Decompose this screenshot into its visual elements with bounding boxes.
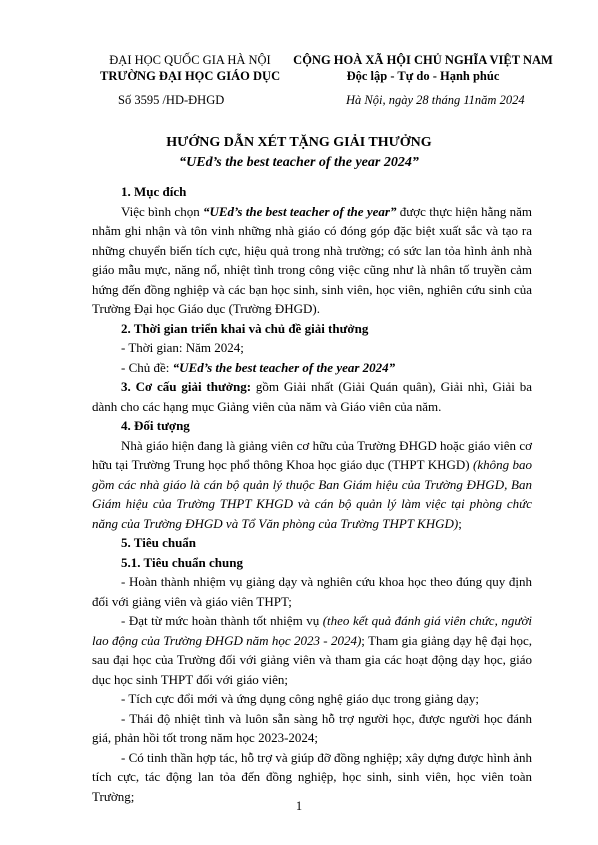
document-number: Số 3595 /HD-ĐHGD [118,93,225,107]
section-1-paragraph [92,202,532,319]
theme-label: - Chủ đề: [121,359,173,375]
criterion-2-text: - Đạt từ mức hoàn thành tốt nhiệm vụ [121,613,323,628]
page-number: 1 [295,799,303,813]
section-1-heading: 1. Mục đích [121,184,187,199]
document-title: HƯỚNG DẪN XÉT TẶNG GIẢI THƯỞNG [166,135,432,150]
award-name-inline: “UEd’s the best teacher of the year” [202,203,397,219]
section-5-1-heading: 5.1. Tiêu chuẩn chung [121,554,243,570]
section-1-text: Việc bình chọn [121,203,203,219]
section-2-heading: 2. Thời gian triển khai và chủ đề giải thưởng [121,320,369,336]
university-name: ĐẠI HỌC QUỐC GIA HÀ NỘI [109,53,271,67]
criterion-2-cont: ; Tham gia giảng dạy hệ đại học, sau đại học của Trường đối với giảng viên và tham gia các hoạt động dạy học, giáo dục học sinh THPT đối với giáo viên; [92,632,532,687]
criterion-1: - Hoàn thành nhiệm vụ giảng dạy và nghiên cứu khoa học theo đúng quy định đối với giảng viên và giáo viên THPT; [92,574,532,609]
section-3-heading: 3. Cơ cấu giải thưởng: [121,379,252,394]
section-5-heading: 5. Tiêu chuẩn [121,535,197,550]
national-header [282,52,564,84]
section-4-exclusions: (không bao gồm các nhà giáo là cán bộ quản lý thuộc Ban Giám hiệu của Trường ĐHGD, Ban Giám hiệu của Trường THPT KHGD và cán bộ quản lý làm việc tại phòng chức năng của Trường ĐHGD và Tổ Văn phòng của Trường THPT KHGD) [92,457,532,531]
document-subtitle: “UEd’s the best teacher of the year 2024” [179,155,419,170]
document-body [92,182,532,806]
section-4-end: ; [458,515,462,531]
school-name: TRƯỜNG ĐẠI HỌC GIÁO DỤC [100,69,281,83]
document-title-block [0,133,598,173]
document-date: Hà Nội, ngày 28 tháng 11năm 2024 [346,93,525,107]
criterion-2-note: (theo kết quả đánh giá viên chức, người lao động của Trường ĐHGD năm học 2023 - 2024) [92,613,532,648]
criterion-3: - Tích cực đổi mới và ứng dụng công nghệ giáo dục trong giảng dạy; [121,691,479,706]
section-2-theme [92,358,532,378]
issuer-block [100,52,280,84]
section-4-heading: 4. Đối tượng [121,418,190,433]
section-3-text: gồm Giải nhất (Giải Quán quân), Giải nhì, Giải ba dành cho các hạng mục Giảng viên của năm và Giáo viên của năm. [92,379,532,414]
section-2-time: - Thời gian: Năm 2024; [121,340,244,355]
section-1-text-cont: được thực hiện hằng năm nhằm ghi nhận và tôn vinh những nhà giáo có đóng góp đặc biệt xuất sắc và tạo ra những chuyển biến tích cực, hiệu quả trong nhà trường; có sức lan tỏa hình ảnh nhà giáo mẫu mực, năng nổ, nhiệt tình trong công việc cũng như là nhân tố truyền cảm hứng đến đồng nghiệp và các bạn học sinh, sinh viên, học viên, nghiên cứu sinh của Trường Đại học Giáo dục (Trường ĐHGD). [92,203,532,316]
theme-value: “UEd’s the best teacher of the year 2024” [172,359,396,375]
criterion-4: - Thái độ nhiệt tình và luôn sẵn sàng hỗ trợ người học, được người học đánh giá, phản hồi tốt trong năm học 2023-2024; [92,710,532,745]
republic-name: CỘNG HOÀ XÃ HỘI CHỦ NGHĨA VIỆT NAM [293,53,553,67]
criterion-2 [92,611,532,689]
criterion-5: - Có tinh thần hợp tác, hỗ trợ và giúp đỡ đồng nghiệp; xây dựng được hình ảnh tích cực, tác động lan tỏa đến đồng nghiệp, học sinh, sinh viên, học viên toàn Trường; [92,749,532,804]
section-4-text: Nhà giáo hiện đang là giảng viên cơ hữu của Trường ĐHGD hoặc giáo viên cơ hữu tại Trường Trung học phổ thông Khoa học giáo dục (THPT KHGD) [92,437,532,472]
section-4-paragraph [92,436,532,534]
national-motto: Độc lập - Tự do - Hạnh phúc [346,69,500,83]
section-3-paragraph [92,377,532,416]
